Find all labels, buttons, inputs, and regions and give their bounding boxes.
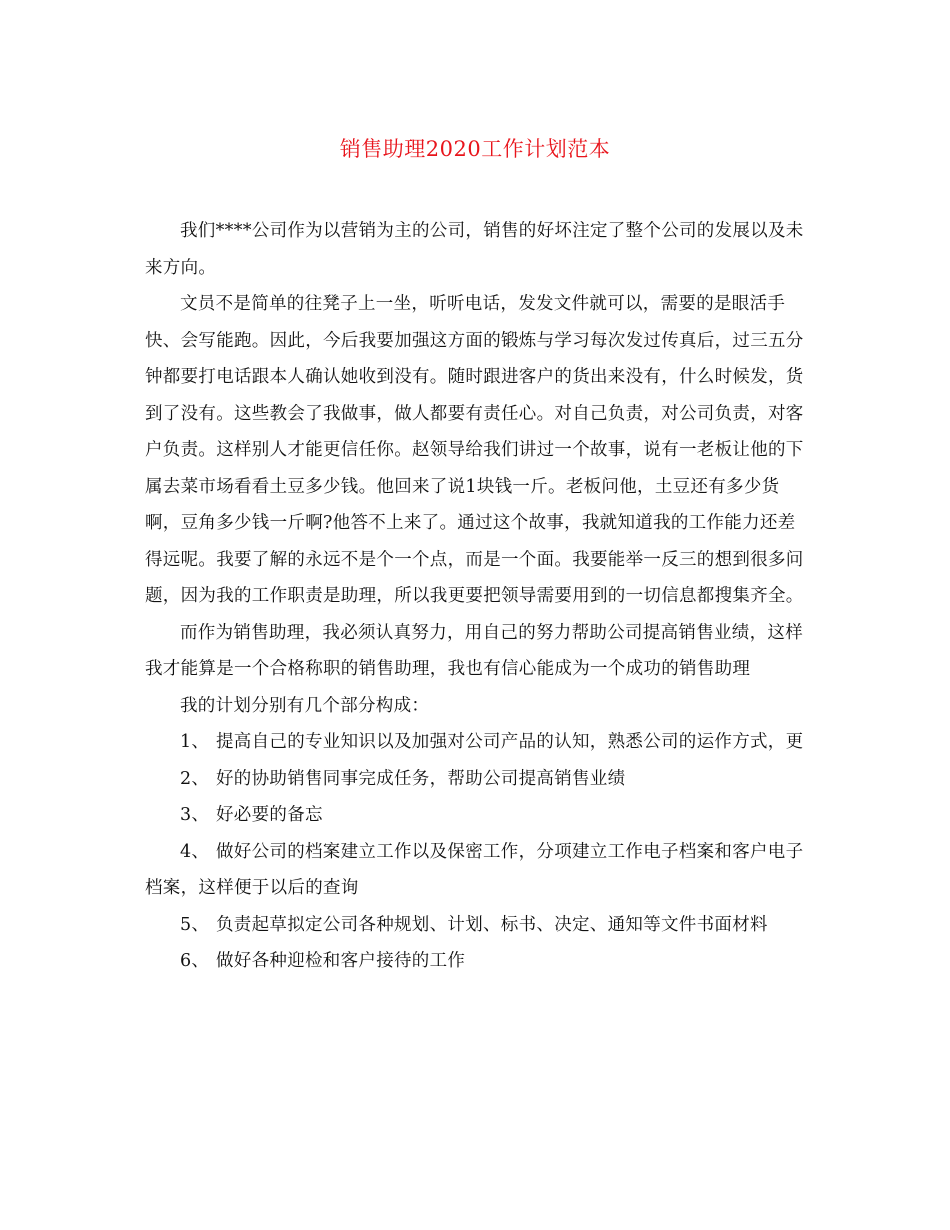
plan-item xyxy=(145,724,805,761)
document-title: 销售助理2020工作计划范本 xyxy=(339,137,611,161)
plan-item-text: 做好各种迎检和客户接待的工作 xyxy=(216,951,466,971)
paragraph-intro: 我们****公司作为以营销为主的公司，销售的好坏注定了整个公司的发展以及未来方向。 xyxy=(145,221,804,278)
plan-item-number: 1、 xyxy=(180,732,210,752)
plan-item-text: 好的协助销售同事完成任务，帮助公司提高销售业绩 xyxy=(216,768,626,789)
plan-item-text: 好必要的备忘 xyxy=(216,805,323,825)
document-body xyxy=(145,213,805,980)
plan-item-text: 做好公司的档案建立工作以及保密工作，分项建立工作电子档案和客户电子档案，这样便于以后的查询 xyxy=(145,841,804,898)
plan-item xyxy=(145,907,805,944)
plan-item-text: 提高自己的专业知识以及加强对公司产品的认知，熟悉公司的运作方式，更 xyxy=(216,732,804,752)
plan-item xyxy=(145,797,805,834)
paragraph-sales-assistant: 而作为销售助理，我必须认真努力，用自己的努力帮助公司提高销售业绩，这样我才能算是一个合格称职的销售助理，我也有信心能成为一个成功的销售助理 xyxy=(145,622,803,679)
plan-item-number: 5、 xyxy=(180,914,210,935)
plan-item-number: 2、 xyxy=(180,768,210,789)
paragraph-clerk-duties: 文员不是简单的往凳子上一坐，听听电话，发发文件就可以，需要的是眼活手快、会写能跑。因此，今后我要加强这方面的锻炼与学习每次发过传真后，过三五分钟都要打电话跟本人确认她收到没有。随时跟进客户的货出来没有，什么时候发，货到了没有。这些教会了我做事，做人都要有责任心。对自己负责，对公司负责，对客户负责。这样别人才能更信任你。赵领导给我们讲过一个故事，说有一老板让他的下属去菜市场看看土豆多少钱。他回来了说1块钱一斤。老板问他，土豆还有多少货啊，豆角多少钱一斤啊?他答不上来了。通过这个故事，我就知道我的工作能力还差得远呢。我要了解的永远不是个一个点，而是一个面。我要能举一反三的想到很多问题，因为我的工作职责是助理，所以我更要把领导需要用到的一切信息都搜集齐全。 xyxy=(145,294,804,606)
plan-item-number: 3、 xyxy=(180,805,210,825)
plan-item xyxy=(145,761,805,798)
plan-item xyxy=(145,834,805,907)
paragraph-plan-intro: 我的计划分别有几个部分构成： xyxy=(180,695,430,716)
plan-item xyxy=(145,943,805,980)
plan-item-number: 4、 xyxy=(180,841,210,862)
plan-item-text: 负责起草拟定公司各种规划、计划、标书、决定、通知等文件书面材料 xyxy=(216,914,768,935)
plan-item-number: 6、 xyxy=(180,951,210,971)
